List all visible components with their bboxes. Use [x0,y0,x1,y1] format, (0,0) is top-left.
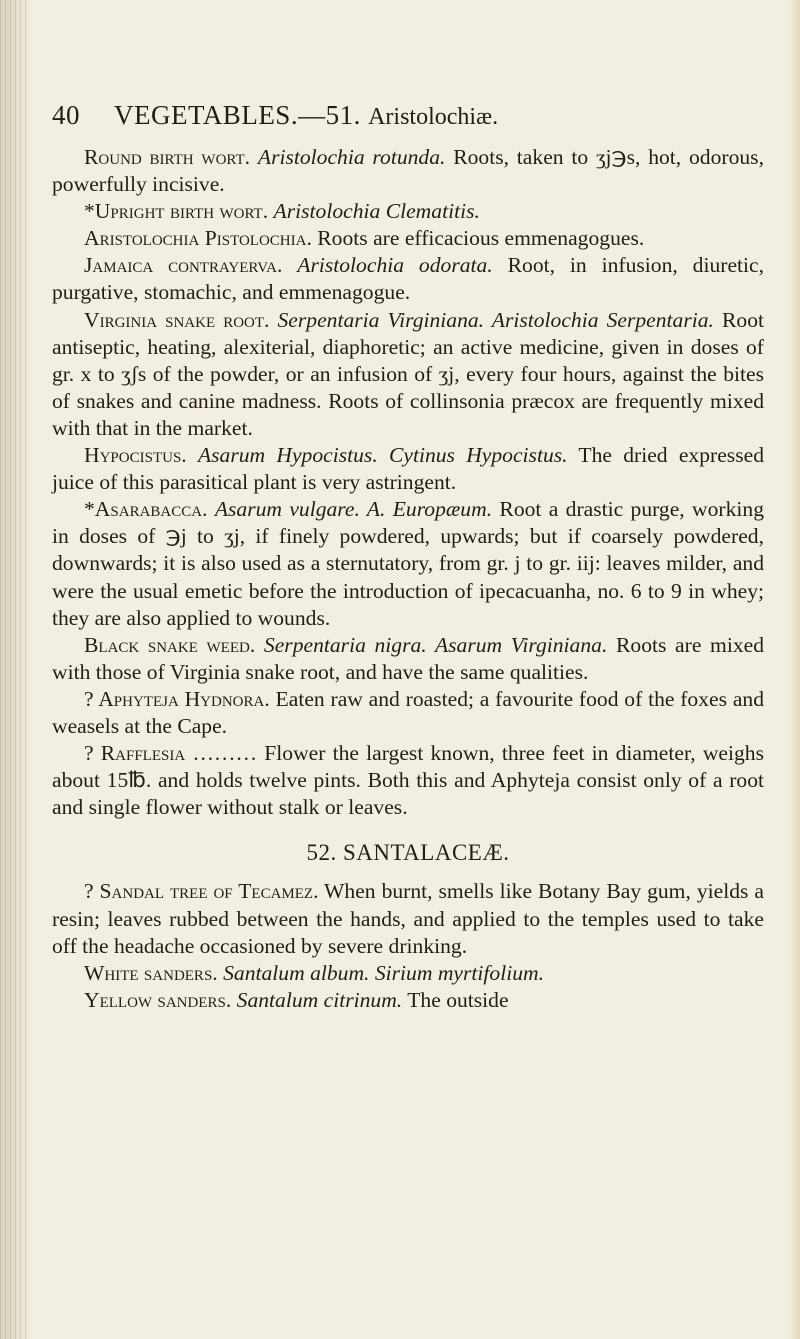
entry-description: Eaten raw and roasted; a favourite food of the foxes and weasels at the Cape. [52,686,764,738]
entry-name: ? Aphyteja Hydnora. [84,686,270,711]
entry-latin-name: Asarum Hypocistus. Cytinus Hypocistus. [197,443,568,468]
entry-latin-name: Serpentaria Virginiana. Aristolochia Serpentaria. [277,307,714,332]
entry [52,252,764,306]
entry-latin-name: Serpentaria nigra. Asarum Virginiana. [263,632,608,657]
running-title-family: Aristolochiæ. [368,104,499,130]
entry-description: Roots are mixed with those of Virginia snake root, and have the same qualities. [52,632,765,684]
entry-description: Roots are efficacious emmenagogues. [317,226,645,251]
page-edge-right [788,0,800,1339]
entry-latin-name: Aristolochia odorata. [297,253,493,278]
entry-name: ? Sandal tree of Tecamez. [84,879,319,904]
entry-description: Root a drastic purge, working in doses of ℈j to ʒj, if finely powdered, upwards; but if coarsely powdered, downwards; it is also used as a sternutatory, from gr. j to gr. iij: leaves milder, and were the usual emetic before the introduction of ipecacuanha, no. 6 to 9 in whey; they are also applied to wounds. [52,497,764,630]
entry [52,987,764,1014]
running-header [52,100,764,140]
entry-name: Virginia snake root. [84,307,270,332]
entry-latin-name: Santalum citrinum. [236,987,403,1012]
entry-name: Hypocistus. [84,443,187,468]
entry-name: *Upright birth wort. [84,199,269,224]
entry-description: Flower the largest known, three feet in diameter, weighs about 15℔. and holds twelve pints. Both this and Aphyteja consist only of a root and single flower without stalk or leaves. [52,741,765,820]
entry-name: Aristolochia Pistolochia. [84,226,312,251]
entry-latin-name: Santalum album. Sirium myrtifolium. [223,960,545,985]
entry [52,878,764,959]
section-santalaceae [52,878,764,1013]
entry-latin-name: Asarum vulgare. A. Europæum. [214,497,493,522]
entry [52,307,764,442]
entry-description: Root antiseptic, heating, alexiterial, diaphoretic; an active medicine, given in doses of gr. x to ʒʃs of the powder, or an infusion of ʒj, every four hours, against the bites of snakes and canine madness. Roots of collinsonia præcox are frequently mixed with that in the market. [52,307,764,440]
entry-description: The dried expressed juice of this parasitical plant is very astringent. [52,443,764,495]
entry [52,960,764,987]
book-page [52,100,764,1014]
entry [52,144,764,198]
binding-stitching [0,0,30,1339]
entry-name: Black snake weed. [84,632,256,657]
entry [52,632,764,686]
entry-latin-name: Aristolochia Clematitis. [273,199,480,224]
entry-name: *Asarabacca. [84,497,208,522]
entry-description: Roots, taken to ʒj℈s, hot, odorous, powerfully incisive. [52,145,764,197]
section-aristolochiae [52,144,764,821]
running-title-main: VEGETABLES.—51. [114,100,361,130]
entry [52,686,764,740]
entry-latin-name: Aristolochia rotunda. [257,145,446,169]
entry [52,496,764,631]
entry [52,198,764,225]
page-number: 40 [52,100,80,130]
entry-description: Root, in infusion, diuretic, purgative, stomachic, and emmenagogue. [52,253,765,305]
entry-description: The outside [407,987,509,1012]
page-body [52,144,764,1014]
entry-name: Jamaica contrayerva. [84,253,283,278]
entry [52,442,764,496]
entry-name: Round birth wort. [84,145,251,169]
entry [52,740,764,821]
entry-description: When burnt, smells like Botany Bay gum, yields a resin; leaves rubbed between the hands, and applied to the temples used to take off the headache occasioned by severe drinking. [52,879,764,958]
entry-name: White sanders. [84,960,218,985]
running-title [114,100,498,131]
entry-name: ? Rafflesia ……… [84,741,258,766]
entry [52,225,764,252]
section-heading: 52. SANTALACEÆ. [306,840,510,866]
entry-name: Yellow sanders. [84,987,232,1012]
